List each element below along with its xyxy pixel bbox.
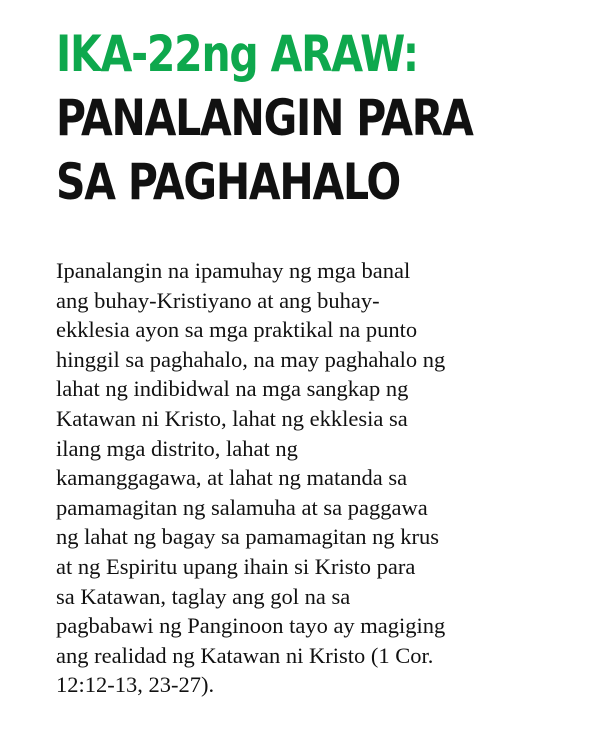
paragraph-line: at ng Espiritu upang ihain si Kristo para (56, 553, 416, 579)
paragraph-line: kamanggagawa, at lahat ng matanda sa (56, 465, 408, 491)
paragraph-line: ilang mga distrito, lahat ng (56, 435, 298, 461)
paragraph-line: pagbabawi ng Panginoon tayo ay magiging (56, 613, 446, 639)
paragraph-line: 12:12-13, 23-27). (56, 672, 215, 698)
title-line-2: PANALANGIN PARA (56, 89, 473, 147)
paragraph-line: ekklesia ayon sa mga praktikal na punto (56, 317, 418, 343)
paragraph-line: lahat ng indibidwal na mga sangkap ng (56, 376, 409, 402)
paragraph-line: ang buhay-Kristiyano at ang buhay- (56, 287, 380, 313)
paragraph-line: sa Katawan, taglay ang gol na sa (56, 583, 351, 609)
paragraph-line: ang realidad ng Katawan ni Kristo (1 Cor. (56, 642, 434, 668)
page-title (56, 22, 499, 214)
title-day-line: IKA-22ng ARAW: (56, 25, 418, 83)
paragraph-line: Ipanalangin na ipamuhay ng mga banal (56, 258, 411, 283)
paragraph-line: Katawan ni Kristo, lahat ng ekklesia sa (56, 405, 408, 431)
title-line-3: SA PAGHAHALO (56, 153, 401, 211)
paragraph-line: ng lahat ng bagay sa pamamagitan ng krus (56, 524, 440, 550)
paragraph-line: hinggil sa paghahalo, na may paghahalo ng (56, 346, 446, 372)
prayer-paragraph (56, 256, 584, 700)
paragraph-line: pamamagitan ng salamuha at sa paggawa (56, 494, 428, 520)
